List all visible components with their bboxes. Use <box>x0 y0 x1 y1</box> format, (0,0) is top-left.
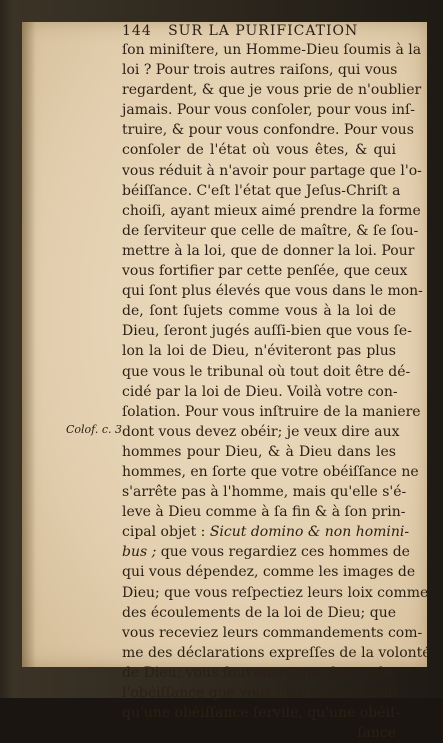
text-line: conſoler de l'état où vous êtes, & qui <box>122 142 396 159</box>
text-line: loi ? Pour trois autres raiſons, qui vous <box>122 62 398 79</box>
running-header <box>122 23 392 39</box>
text-line: ſon miniſtere, un Homme-Dieu ſoumis à la <box>122 42 422 58</box>
text-line: choiſi, ayant mieux aimé prendre la forme <box>122 202 421 219</box>
text-line: hommes pour Dieu, & à Dieu dans les <box>122 443 396 460</box>
text-line: de Dieu; vous ſouvenant que ſans cela, <box>122 664 397 681</box>
text-line: vous fortifier par cette penſée, que ceux <box>122 263 408 280</box>
text-line: me des déclarations expreſſes de la volonté <box>122 644 431 661</box>
text-line: qui vous dépendez, comme les images de <box>122 564 416 581</box>
text-line: leve à Dieu comme à ſa fin & à ſon prin- <box>122 504 406 521</box>
text-line: ſolation. Pour vous inſtruire de la maniere <box>122 403 421 420</box>
text-line: vous receviez leurs commandements com- <box>122 624 423 641</box>
text-line: jamais. Pour vous conſoler, pour vous inſ- <box>122 102 415 119</box>
page-gutter-shadow <box>22 22 36 667</box>
text-line: l'obéiſſance que vous leur rendez, n'eſt <box>122 685 399 701</box>
text-line: ſance <box>357 725 396 742</box>
text-line: lon la loi de Dieu, n'éviteront pas plus <box>122 343 396 360</box>
body-text <box>122 40 431 743</box>
text-line: truire, & pour vous confondre. Pour vous <box>122 122 414 139</box>
text-line: Dieu; que vous reſpectiez leurs loix comme <box>122 584 429 601</box>
text-line: cipal objet : Sicut domino & non homini- <box>122 524 410 541</box>
text-line: hommes, en ſorte que votre obéiſſance ne <box>122 463 419 480</box>
text-line: regardent, & que je vous prie de n'oublier <box>122 82 422 99</box>
margin-reference: Colof. c. 3. <box>66 423 126 436</box>
text-line: béiſſance. C'eſt l'état que Jeſus-Chriſt a <box>122 182 401 199</box>
text-line: qu'une obéiſſance ſervile, qu'une obéiſ- <box>122 705 400 722</box>
text-line: s'arrête pas à l'homme, mais qu'elle s'é- <box>122 484 407 501</box>
text-line: cidé par la loi de Dieu. Voilà votre con- <box>122 383 398 400</box>
text-line: des écoulements de la loi de Dieu; que <box>122 604 396 621</box>
text-line: dont vous devez obéir; je veux dire aux <box>122 423 400 440</box>
text-line: vous réduit à n'avoir pour partage que l'o- <box>122 162 422 179</box>
text-line: Dieu, ſeront jugés auſſi-bien que vous ſe- <box>122 323 412 340</box>
text-line: mettre à la loi, que de donner la loi. Pour <box>122 242 415 259</box>
text-line: bus ; que vous regardiez ces hommes de <box>122 544 410 561</box>
text-line: qui ſont plus élevés que vous dans le mon- <box>122 283 423 300</box>
text-line: que vous le tribunal où tout doit être dé- <box>122 363 411 380</box>
text-line: de, ſont ſujets comme vous à la loi de <box>122 303 396 320</box>
running-title: SUR LA PURIFICATION <box>168 23 359 39</box>
text-line: de ſerviteur que celle de maître, & ſe ſou- <box>122 222 419 239</box>
page-number: 144 <box>122 23 152 39</box>
